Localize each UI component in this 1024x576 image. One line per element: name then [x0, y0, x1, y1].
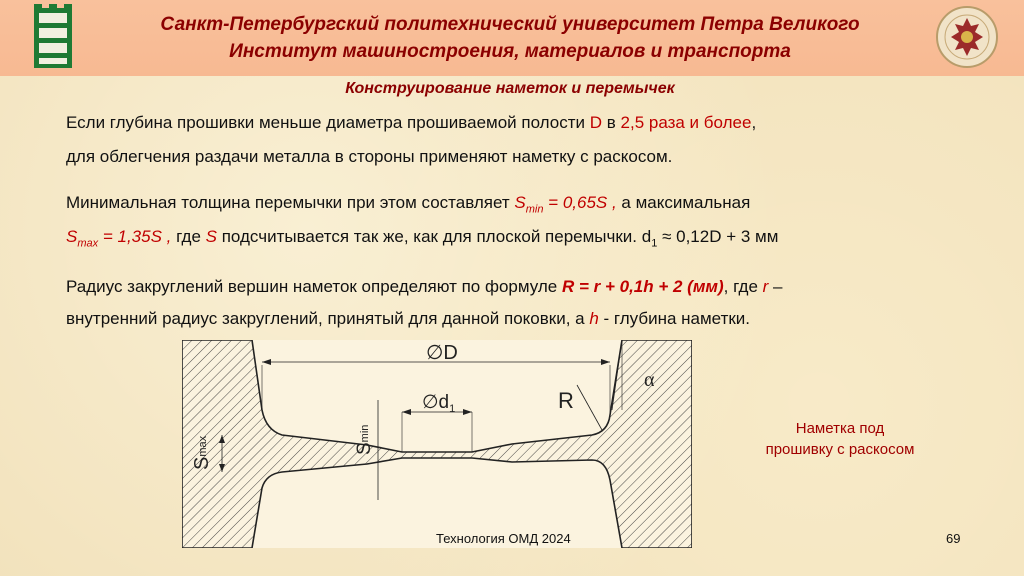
- smin-formula: [514, 193, 617, 216]
- text: - глубина наметки.: [598, 309, 751, 328]
- university-logo-left: [30, 4, 76, 72]
- text: а максимальная: [616, 193, 751, 212]
- text: где: [171, 227, 206, 246]
- text: = 1,35S ,: [98, 227, 172, 246]
- symbol-h: h: [589, 309, 599, 328]
- para2-line2: [66, 227, 778, 249]
- symbol-D: D: [589, 113, 603, 132]
- para3-line1: [66, 277, 783, 297]
- ratio-text: 2,5 раза и более: [620, 113, 752, 132]
- text: ,: [751, 113, 757, 132]
- university-emblem-icon: [935, 4, 999, 70]
- caption-line1: Наметка под: [795, 420, 885, 437]
- subscript: 1: [651, 237, 658, 250]
- dim-D: ∅D: [426, 342, 458, 364]
- slide-title: Конструирование наметок и перемычек: [345, 80, 675, 97]
- symbol-S: S: [205, 227, 217, 246]
- institute-name: Институт машиностроения, материалов и транспорта: [229, 41, 791, 62]
- text: ∅d: [422, 392, 450, 413]
- symbol-r: r: [762, 277, 769, 296]
- text: внутренний радиус закруглений, принятый для данной поковки, а: [66, 309, 590, 328]
- para1-line2: для облегчения раздачи металла в стороны применяют наметку с раскосом.: [66, 147, 673, 166]
- forging-diagram: [182, 340, 692, 548]
- footer-text: Технология ОМД 2024: [436, 531, 571, 546]
- text: Минимальная толщина перемычки при этом составляет: [66, 193, 515, 212]
- text: S: [191, 456, 213, 470]
- diagram-caption: [735, 418, 945, 460]
- university-name: Санкт-Петербургский политехнический университет Петра Великого: [160, 14, 860, 35]
- radius-formula: R = r + 0,1h + 2 (мм): [561, 277, 724, 296]
- radius-R: R: [558, 388, 574, 413]
- subscript: min: [525, 203, 544, 216]
- subscript: min: [359, 424, 371, 443]
- text: ≈ 0,12D + 3 мм: [657, 227, 779, 246]
- subscript: max: [77, 237, 99, 250]
- angle-alpha: α: [644, 369, 655, 391]
- text: Радиус закруглений вершин наметок определяют по формуле: [66, 277, 562, 296]
- text: подсчитывается так же, как для плоской перемычки. d: [216, 227, 652, 246]
- caption-line2: прошивку с раскосом: [765, 441, 915, 458]
- para3-line2: [66, 309, 750, 329]
- text: S: [514, 193, 526, 212]
- text: S: [354, 442, 375, 455]
- header-band: [0, 0, 1024, 76]
- smax-formula: [66, 227, 172, 250]
- text: = 0,65S ,: [543, 193, 617, 212]
- text: в: [602, 113, 621, 132]
- text: , где: [723, 277, 763, 296]
- text: S: [66, 227, 78, 246]
- text: –: [768, 277, 783, 296]
- page-number: 69: [946, 531, 961, 546]
- text: Если глубина прошивки меньше диаметра прошиваемой полости: [66, 113, 590, 132]
- subscript: 1: [449, 403, 456, 415]
- para1-line1: [66, 113, 756, 133]
- subscript: max: [197, 435, 209, 457]
- para2-line1: [66, 193, 750, 215]
